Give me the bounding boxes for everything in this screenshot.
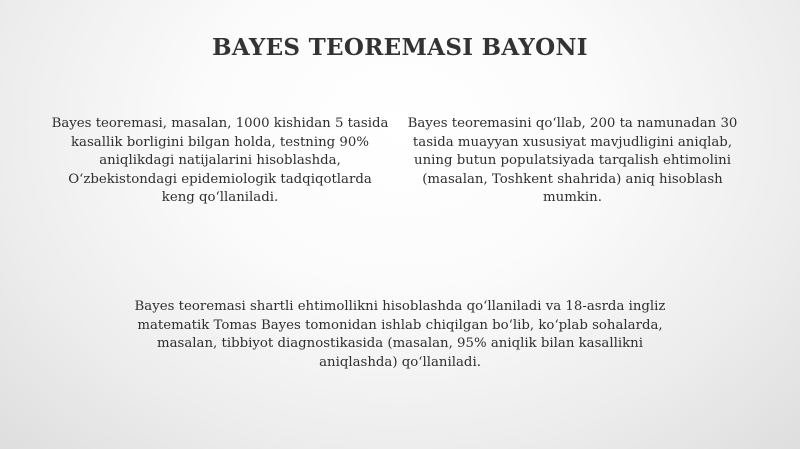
slide-title: BAYES TEOREMASI BAYONI [212, 34, 588, 61]
paragraph-left: Bayes teoremasi, masalan, 1000 kishidan 5 tasida kasallik borligini bilgan holda, testning 90% aniqlikdagi natijalarini hisoblashda, O‘zbekistondagi epidemiologik tadqiqotlarda keng qo‘llaniladi. [51, 116, 389, 205]
paragraph-right: Bayes teoremasini qo‘llab, 200 ta namunadan 30 tasida muayyan xususiyat mavjudligini aniqlab, uning butun populatsiyada tarqalish ehtimolini (masalan, Toshkent shahrida) aniq hisoblash mumkin. [407, 116, 738, 205]
paragraph-bottom: Bayes teoremasi shartli ehtimollikni hisoblashda qo‘llaniladi va 18-asrda ingliz matematik Tomas Bayes tomonidan ishlab chiqilgan bo‘lib, ko‘plab sohalarda, masalan, tibbiyot diagnostikasida (masalan, 95% aniqlik bilan kasallikni aniqlashda) qo‘llaniladi. [134, 299, 666, 370]
